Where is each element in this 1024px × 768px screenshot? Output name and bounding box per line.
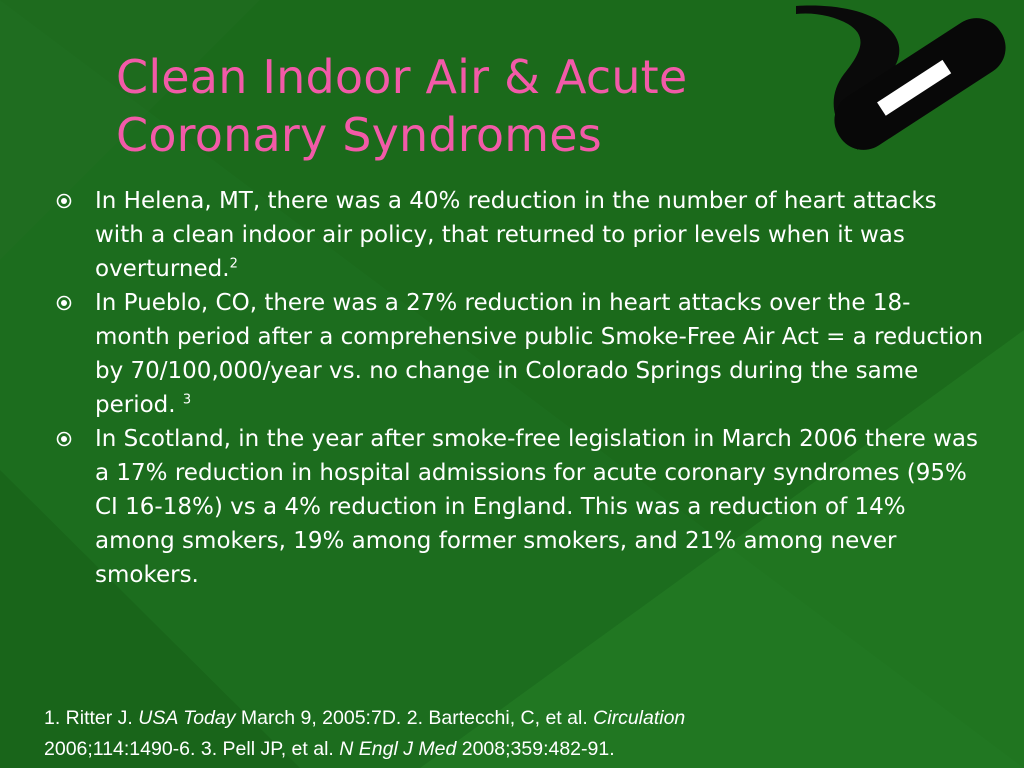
list-item [54, 184, 984, 286]
circled-dot-icon [56, 431, 72, 447]
reference-1-journal: USA Today [138, 707, 236, 729]
bullet-text: In Helena, MT, there was a 40% reduction in the number of heart attacks with a clean indoor air policy, that returned to prior levels when it was overturned. [95, 188, 937, 282]
reference-2-journal: Circulation [593, 707, 686, 729]
reference-3-details: 2008;359:482-91. [461, 738, 615, 760]
reference-3-journal: N Engl J Med [339, 738, 457, 760]
reference-superscript: 3 [182, 392, 192, 408]
circled-dot-icon [56, 295, 72, 311]
title-line-2: Coronary Syndromes [116, 108, 602, 162]
reference-3-text: 2006;114:1490-6. 3. Pell JP, et al. [44, 738, 340, 760]
bullet-text: In Pueblo, CO, there was a 27% reduction in heart attacks over the 18-month period after a comprehensive public Smoke-Free Air Act = a reduction by 70/100,000/year vs. no change in Colorado Springs during the same period. [95, 290, 984, 418]
reference-1-text: 1. Ritter J. [44, 707, 139, 729]
title-line-1: Clean Indoor Air & Acute [116, 50, 688, 104]
reference-superscript: 2 [229, 256, 238, 272]
bullet-text: In Scotland, in the year after smoke-free legislation in March 2006 there was a 17% reduction in hospital admissions for acute coronary syndromes (95% CI 16-18%) vs a 4% reduction in England. This was a reduction of 14% among smokers, 19% among former smokers, and 21% among never smokers. [95, 426, 978, 588]
reference-2-text: March 9, 2005:7D. 2. Bartecchi, C, et al. [240, 707, 594, 729]
bullet-list [54, 184, 984, 592]
circled-dot-icon [56, 193, 72, 209]
list-item [54, 286, 984, 422]
references-footnote [44, 703, 1004, 765]
list-item [54, 422, 984, 592]
page-title [116, 48, 856, 164]
